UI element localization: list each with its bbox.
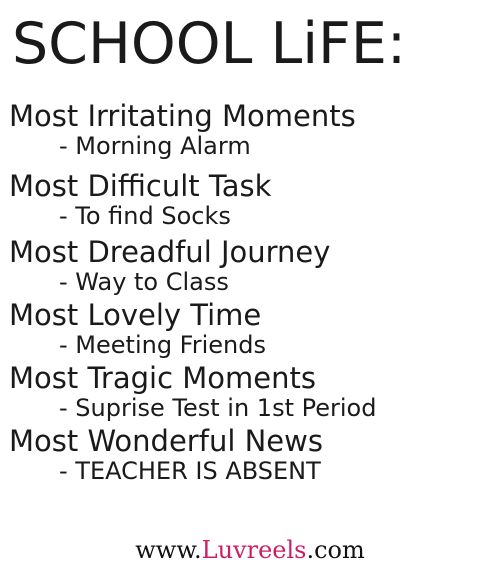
- page-title: SCHOOL LiFE:: [12, 11, 407, 77]
- footer-prefix: www.: [135, 536, 202, 564]
- list-item: [9, 236, 330, 296]
- item-heading: Most Difficult Task: [9, 169, 272, 203]
- website-footer: [0, 535, 500, 565]
- item-heading: Most Dreadful Journey: [9, 235, 331, 269]
- item-heading: Most Tragic Moments: [9, 361, 316, 395]
- item-answer: - Way to Class: [59, 268, 229, 296]
- footer-brand: Luvreels: [201, 536, 307, 564]
- list-item: [9, 362, 376, 422]
- item-heading: Most Lovely Time: [9, 298, 262, 332]
- list-item: [9, 170, 271, 230]
- item-answer: - Meeting Friends: [59, 331, 266, 359]
- item-answer: - TEACHER IS ABSENT: [59, 457, 321, 485]
- footer-suffix: .com: [306, 536, 365, 564]
- item-heading: Most Wonderful News: [9, 424, 323, 458]
- list-item: [9, 425, 323, 485]
- item-answer: - Suprise Test in 1st Period: [59, 394, 377, 422]
- item-heading: Most Irritating Moments: [9, 99, 356, 133]
- item-answer: - To find Socks: [59, 202, 231, 230]
- list-item: [9, 100, 356, 160]
- item-answer: - Morning Alarm: [59, 132, 251, 160]
- list-item: [9, 299, 266, 359]
